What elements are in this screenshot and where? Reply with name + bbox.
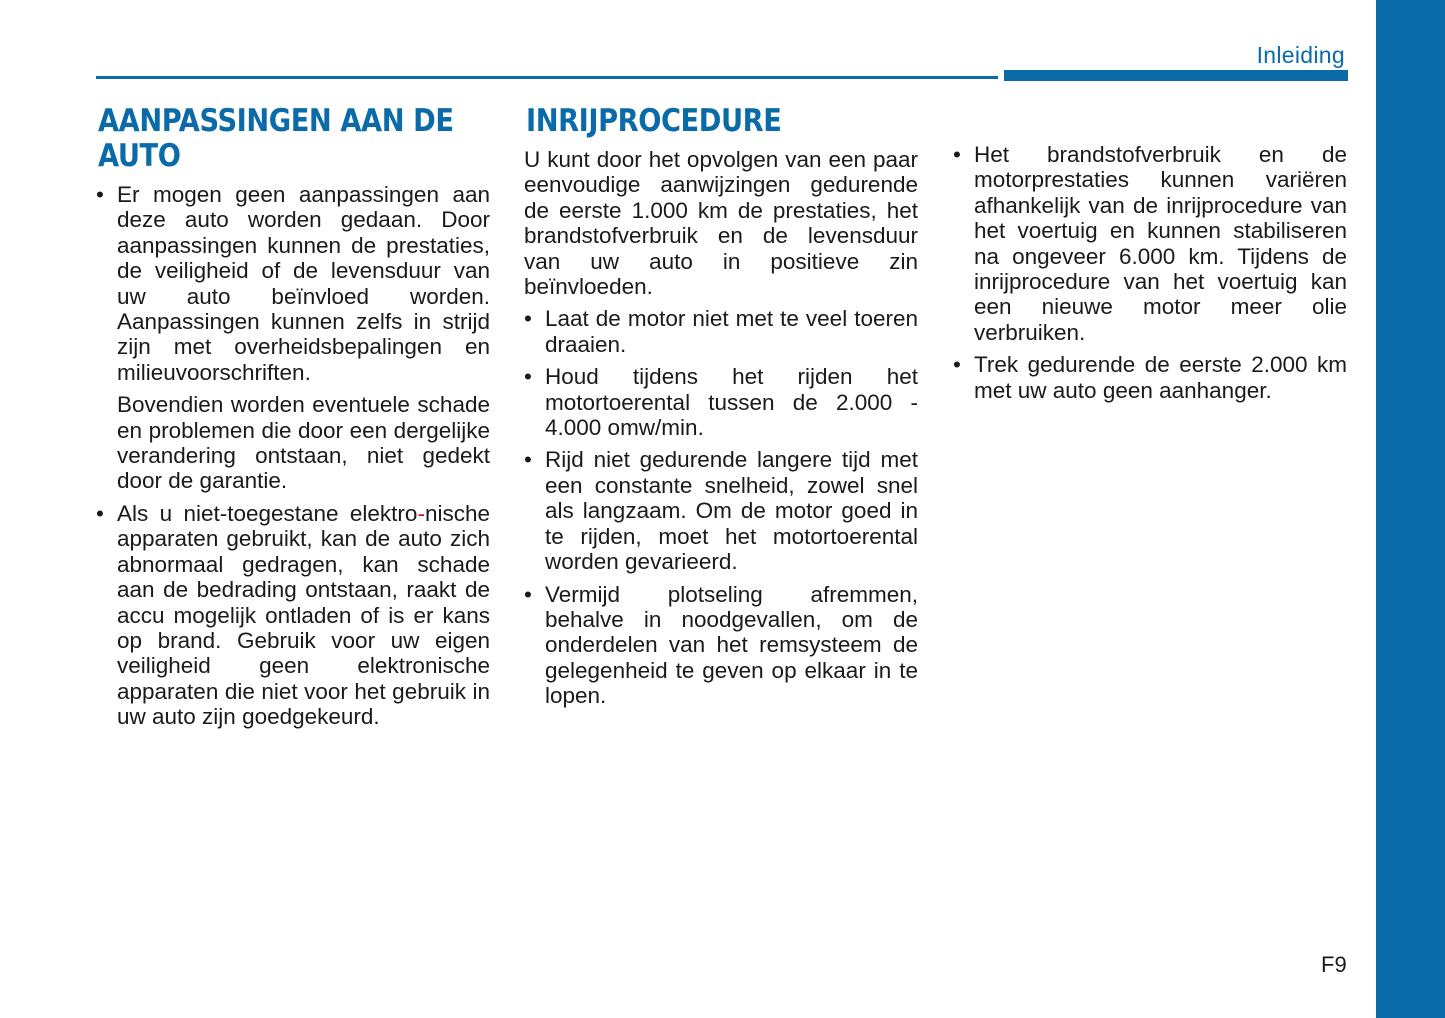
intro-paragraph: U kunt door het opvolgen van een paar eenvoudige aanwijzingen gedurende de eerste 1.000 km de prestaties, het brandstofverbruik en de levensduur van uw auto in positieve zin beïnvloeden. <box>524 147 918 300</box>
bullet-text: Rijd niet gedurende langere tijd met een constante snelheid, zowel snel als langzaam. Om de motor goed in te rijden, moet het motortoerental worden gevarieerd. <box>545 447 918 575</box>
bullet-marker: • <box>953 352 961 378</box>
column-break-in <box>524 104 918 716</box>
hyphen-mark: - <box>417 500 425 526</box>
bullet-text: Houd tijdens het rijden het motortoerental tussen de 2.000 - 4.000 omw/min. <box>545 364 918 441</box>
section-label: Inleiding <box>1256 42 1345 68</box>
heading-modifications: AANPASSINGEN AAN DE AUTO <box>98 103 454 174</box>
bullet-marker: • <box>524 306 532 332</box>
bullet-text: Laat de motor niet met te veel toeren draaien. <box>545 306 918 357</box>
bullet-marker: • <box>524 447 532 473</box>
list-item <box>953 142 1347 345</box>
bullet-marker: • <box>524 581 532 607</box>
bullet-marker: • <box>96 182 104 207</box>
list-item <box>524 364 918 440</box>
list-item <box>524 582 918 709</box>
bullet-continuation: Bovendien worden eventuele schade en problemen die door een dergelijke verandering ontstaan, niet gedekt door de garantie. <box>117 392 490 494</box>
break-in-list <box>524 306 918 708</box>
bullet-text-part: nische apparaten gebruikt, kan de auto zich abnormaal gedragen, kan schade aan de bedrading ontstaan, raakt de accu mogelijk ontladen of is er kans op brand. Gebruik voor uw eigen veiligheid geen elektronische apparaten die niet voor het gebruik in uw auto zijn goedgekeurd. <box>117 500 490 730</box>
bullet-marker: • <box>953 142 961 167</box>
heading-break-in: INRIJPROCEDURE <box>526 103 782 139</box>
bullet-marker: • <box>524 364 532 390</box>
bullet-text-part: Als u niet-toegestane elektro <box>117 500 418 526</box>
bullet-text: Trek gedurende de eerste 2.000 km met uw auto geen aanhanger. <box>974 352 1347 403</box>
list-item <box>524 306 918 357</box>
header-rule-accent <box>1004 70 1348 81</box>
list-item <box>96 501 490 730</box>
break-in-list-continued <box>953 142 1347 403</box>
list-item <box>953 352 1347 403</box>
bullet-text: Vermijd plotseling afremmen, behalve in noodgevallen, om de onderdelen van het remsysteem de gelegenheid te geven op elkaar in te lopen. <box>545 581 918 709</box>
column-break-in-continued <box>953 142 1347 410</box>
list-item <box>524 447 918 574</box>
header-rule <box>96 76 998 79</box>
modifications-list <box>96 182 490 730</box>
bullet-text: Er mogen geen aanpassingen aan deze auto worden gedaan. Door aanpassingen kunnen de prestaties, de veiligheid of de levensduur van uw auto beïnvloed worden. Aanpassingen kunnen zelfs in strijd zijn met overheidsbepalingen en milieuvoorschriften. <box>117 182 490 385</box>
page-number: F9 <box>1321 952 1347 977</box>
bullet-text: Het brandstofverbruik en de motorprestaties kunnen variëren afhankelijk van de inrijprocedure van het voertuig en kunnen stabiliseren na ongeveer 6.000 km. Tijdens de inrijprocedure van het voertuig kan een nieuwe motor meer olie verbruiken. <box>974 142 1347 345</box>
bullet-marker: • <box>96 500 104 526</box>
column-modifications <box>96 104 490 737</box>
chapter-side-tab <box>1376 0 1445 1018</box>
list-item <box>96 182 490 494</box>
